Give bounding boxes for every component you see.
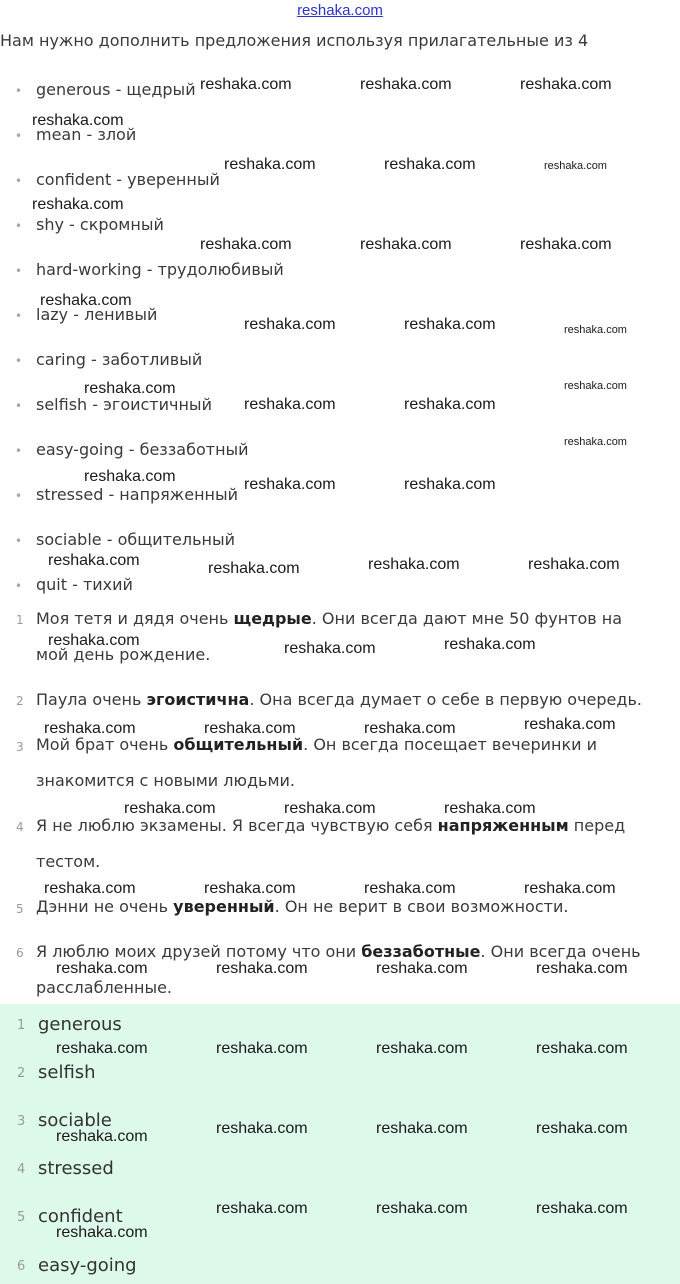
watermark: reshaka.com xyxy=(444,636,536,653)
vocab-item: sociable - общительный xyxy=(36,530,235,549)
sentence-number: 2 xyxy=(16,694,24,708)
watermark: reshaka.com xyxy=(536,1200,628,1217)
watermark: reshaka.com xyxy=(544,160,607,172)
answer-number: 3 xyxy=(17,1114,26,1129)
answer-word: sociable xyxy=(38,1110,112,1131)
bullet-icon: • xyxy=(15,399,23,413)
watermark: reshaka.com xyxy=(44,720,136,737)
answer-word: confident xyxy=(38,1206,123,1227)
answer-adjective: общительный xyxy=(173,735,304,754)
sentence: Я не люблю экзамены. Я всегда чувствую себя напряженным перед тестом. xyxy=(36,816,626,871)
watermark: reshaka.com xyxy=(204,880,296,897)
watermark: reshaka.com xyxy=(32,196,124,213)
watermark: reshaka.com xyxy=(284,640,376,657)
sentence-number: 6 xyxy=(16,946,24,960)
bullet-icon: • xyxy=(15,219,23,233)
watermark: reshaka.com xyxy=(244,316,336,333)
watermark: reshaka.com xyxy=(216,1120,308,1137)
watermark: reshaka.com xyxy=(376,1040,468,1057)
answer-adjective: щедрые xyxy=(233,609,312,628)
answer-word: generous xyxy=(38,1014,122,1035)
answer-number: 2 xyxy=(17,1066,26,1081)
watermark: reshaka.com xyxy=(404,316,496,333)
watermark: reshaka.com xyxy=(528,556,620,573)
sentence: Дэнни не очень уверенный. Он не верит в свои возможности. xyxy=(36,897,569,916)
answer-adjective: уверенный xyxy=(173,897,275,916)
vocab-item: quit - тихий xyxy=(36,575,133,594)
watermark: reshaka.com xyxy=(364,720,456,737)
watermark: reshaka.com xyxy=(224,156,316,173)
answer-number: 4 xyxy=(17,1162,26,1177)
watermark: reshaka.com xyxy=(376,1120,468,1137)
bullet-icon: • xyxy=(15,534,23,548)
sentence-number: 1 xyxy=(16,613,24,627)
watermark: reshaka.com xyxy=(244,476,336,493)
sentence-number: 4 xyxy=(16,820,24,834)
bullet-icon: • xyxy=(15,129,23,143)
watermark: reshaka.com xyxy=(520,76,612,93)
bullet-icon: • xyxy=(15,579,23,593)
vocab-item: easy-going - беззаботный xyxy=(36,440,249,459)
watermark: reshaka.com xyxy=(360,236,452,253)
watermark: reshaka.com xyxy=(404,476,496,493)
answer-adjective: беззаботные xyxy=(361,942,481,961)
watermark: reshaka.com xyxy=(564,324,627,336)
watermark: reshaka.com xyxy=(204,720,296,737)
answer-word: stressed xyxy=(38,1158,114,1179)
watermark: reshaka.com xyxy=(368,556,460,573)
answer-number: 6 xyxy=(17,1259,26,1274)
watermark: reshaka.com xyxy=(40,292,132,309)
vocab-item: hard-working - трудолюбивый xyxy=(36,260,284,279)
vocab-item: generous - щедрый xyxy=(36,80,196,99)
watermark: reshaka.com xyxy=(376,960,468,977)
sentence-number: 5 xyxy=(16,902,24,916)
watermark: reshaka.com xyxy=(536,1120,628,1137)
sentence: Мой брат очень общительный. Он всегда посещает вечеринки и знакомится с новыми людьми. xyxy=(36,735,598,790)
watermark: reshaka.com xyxy=(56,960,148,977)
bullet-icon: • xyxy=(15,489,23,503)
bullet-icon: • xyxy=(15,264,23,278)
watermark: reshaka.com xyxy=(216,1200,308,1217)
answer-word: selfish xyxy=(38,1062,96,1083)
vocab-item: lazy - ленивый xyxy=(36,305,158,324)
watermark: reshaka.com xyxy=(48,552,140,569)
watermark: reshaka.com xyxy=(124,800,216,817)
sentence-number: 3 xyxy=(16,740,24,754)
watermark: reshaka.com xyxy=(216,960,308,977)
watermark: reshaka.com xyxy=(360,76,452,93)
watermark: reshaka.com xyxy=(284,800,376,817)
watermark: reshaka.com xyxy=(56,1224,148,1241)
answer-adjective: напряженным xyxy=(437,816,569,835)
vocab-item: caring - заботливый xyxy=(36,350,203,369)
bullet-icon: • xyxy=(15,84,23,98)
watermark: reshaka.com xyxy=(536,1040,628,1057)
watermark: reshaka.com xyxy=(84,468,176,485)
watermark: reshaka.com xyxy=(32,112,124,129)
sentence: Моя тетя и дядя очень щедрые. Они всегда дают мне 50 фунтов на мой день рождение. xyxy=(36,609,623,664)
answer-number: 5 xyxy=(17,1210,26,1225)
site-link[interactable]: reshaka.com xyxy=(297,2,383,19)
intro-text: Нам нужно дополнить предложения используя прилагательные из 4 xyxy=(0,31,589,50)
watermark: reshaka.com xyxy=(384,156,476,173)
watermark: reshaka.com xyxy=(564,436,627,448)
watermark: reshaka.com xyxy=(364,880,456,897)
watermark: reshaka.com xyxy=(536,960,628,977)
watermark: reshaka.com xyxy=(376,1200,468,1217)
watermark: reshaka.com xyxy=(208,560,300,577)
vocab-item: mean - злой xyxy=(36,125,137,144)
bullet-icon: • xyxy=(15,354,23,368)
watermark: reshaka.com xyxy=(444,800,536,817)
sentence: Паула очень эгоистична. Она всегда думает о себе в первую очередь. xyxy=(36,690,642,709)
watermark: reshaka.com xyxy=(524,716,616,733)
bullet-icon: • xyxy=(15,309,23,323)
vocab-item: stressed - напряженный xyxy=(36,485,239,504)
watermark: reshaka.com xyxy=(520,236,612,253)
answer-number: 1 xyxy=(17,1018,26,1033)
vocab-item: confident - уверенный xyxy=(36,170,220,189)
answer-adjective: эгоистична xyxy=(146,690,250,709)
watermark: reshaka.com xyxy=(200,76,292,93)
watermark: reshaka.com xyxy=(84,380,176,397)
watermark: reshaka.com xyxy=(44,880,136,897)
watermark: reshaka.com xyxy=(48,632,140,649)
bullet-icon: • xyxy=(15,444,23,458)
vocab-item: shy - скромный xyxy=(36,215,164,234)
bullet-icon: • xyxy=(15,174,23,188)
watermark: reshaka.com xyxy=(200,236,292,253)
watermark: reshaka.com xyxy=(244,396,336,413)
watermark: reshaka.com xyxy=(56,1040,148,1057)
answer-word: easy-going xyxy=(38,1255,137,1276)
watermark: reshaka.com xyxy=(524,880,616,897)
watermark: reshaka.com xyxy=(56,1128,148,1145)
watermark: reshaka.com xyxy=(216,1040,308,1057)
sentence: Я люблю моих друзей потому что они беззаботные. Они всегда очень расслабленные. xyxy=(36,942,641,997)
vocab-item: selfish - эгоистичный xyxy=(36,395,212,414)
watermark: reshaka.com xyxy=(404,396,496,413)
watermark: reshaka.com xyxy=(564,380,627,392)
